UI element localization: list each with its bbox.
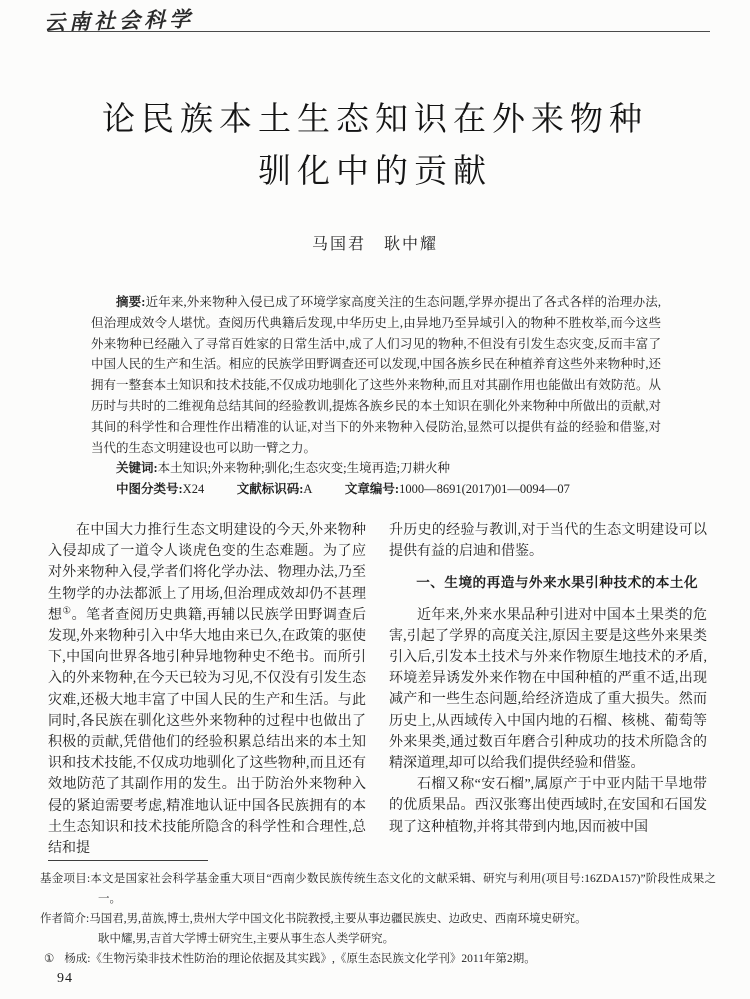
article-title [40,94,710,198]
fund-label: 基金项目: [40,873,91,885]
bio-text-1: 马国君,男,苗族,博士,贵州大学中国文化书院教授,主要从事边疆民族史、边政史、西南环境史研究。 [89,913,587,925]
article-meta-block [91,292,661,500]
body-paragraph: 石榴又称“安石榴”,属原产于中亚内陆干旱地带的优质果品。西汉张骞出使西域时,在安国和石国发现了这种植物,并将其带到内地,因而被中国 [389,777,707,835]
clc-value: X24 [182,482,205,497]
abstract-text: 近年来,外来物种入侵已成了环境学家高度关注的生态问题,学界亦提出了各式各样的治理办法,但治理成效令人堪忧。查阅历代典籍后发现,中华历史上,由异地乃至异域引入的物种不胜枚举,而今这些外来物种已经融入了寻常百姓家的日常生活中,成了人们习见的物种,不但没有引发生态灾变,反而丰富了中国人民的生产和生活。相应的民族学田野调查还可以发现,中国各族乡民在种植养育这些外来物种时,还拥有一整套本土知识和技术技能,不仅成功地驯化了这些外来物种,而且对其副作用也能做出有效防范。从历时与共时的二维视角总结其间的经验教训,提炼各族乡民的本土知识在驯化外来物种中所做出的贡献,对其间的科学性和合理性作出精准的认证,对当下的外来物种入侵防治,显然可以提供有益的经验和借鉴,对当代的生态文明建设也可以助一臂之力。 [91,295,661,455]
doc-code-label: 文献标识码: [236,482,304,497]
footnote-entry [40,949,716,969]
classification-line [91,479,661,500]
article-id-value: 1000—8691(2017)01—0094—07 [399,482,570,497]
fund-note [40,869,716,909]
article-title-line1: 论民族本土生态知识在外来物种 [102,102,648,138]
clc-label: 中图分类号: [116,482,183,497]
page-number: 94 [57,971,73,986]
author-bio [40,909,716,929]
doc-code-value: A [303,482,313,497]
bio-label: 作者简介: [40,913,90,925]
header-divider [48,31,710,32]
footnote-reference: ① [62,606,72,617]
body-paragraph: 升历史的经验与教训,对于当代的生态文明建设可以提供有益的启迪和借鉴。 [389,523,707,560]
article-id-label: 文章编号: [344,482,400,497]
body-paragraph [48,520,366,859]
keywords-paragraph [91,458,661,479]
footnote-divider [48,860,208,861]
abstract-paragraph [91,292,661,458]
paragraph-text: 在中国大力推行生态文明建设的今天,外来物种入侵却成了一道令人谈虎色变的生态难题。为了应对外来物种入侵,学者们将化学办法、物理办法,乃至生物学的办法都派上了用场,但治理成效却仍不甚理想 [48,523,366,623]
right-column [389,520,707,859]
section-heading: 一、生境的再造与外来水果引种技术的本土化 [416,575,699,591]
article-title-line2: 驯化中的贡献 [258,154,492,190]
article-authors: 马国君 耿中耀 [311,236,438,253]
body-paragraph: 近年来,外来水果品种引进对中国本土果类的危害,引起了学界的高度关注,原因主要是这些外来果类引入后,引发本土技术与外来作物原生地技术的矛盾,环境差异诱发外来作物在中国种植的严重不适,出现减产和一些生态问题,给经济造成了重大损失。然而历史上,从西域传入中国内地的石榴、核桃、葡萄等外来果类,通过数百年磨合引种成功的技术所隐含的精深道理,却可以给我们提供经验和借鉴。 [389,607,707,772]
author-bio-2: 耿中耀,男,吉首大学博士研究生,主要从事生态人类学研究。 [98,933,395,945]
paragraph-text: 。笔者查阅历史典籍,再辅以民族学田野调查后发现,外来物种引入中华大地由来已久,在政策的驱使下,中国向世界各地引种异地物种史不绝书。而所引入的外来物种,在今天已较为习见,不仅没有引发生态灾难,还极大地丰富了中国人民的生产和生活。与此同时,各民族在驯化这些外来物种的过程中也做出了积极的贡献,凭借他们的经验积累总结出来的本土知识和技术技能,不仅成功地驯化了这些物种,而且还有效地防范了其副作用的发生。出于防治外来物种入侵的紧迫需要考虑,精准地认证中国各民族拥有的本土生态知识和技术技能所隐含的科学性和合理性,总结和提 [48,607,366,857]
body-columns [48,520,708,859]
fund-text: 本文是国家社会科学基金重大项目“西南少数民族传统生态文化的文献采辑、研究与利用(项目号:16ZDA157)”阶段性成果之一。 [90,873,716,905]
keywords-text: 本土知识;外来物种;驯化;生态灾变;生境再造;刀耕火种 [157,461,451,476]
footnote-text: 杨成:《生物污染非技术性防治的理论依据及其实践》,《原生态民族文化学刊》2011年第2期。 [64,953,536,965]
journal-logo: 云南社会科学 [43,7,195,35]
abstract-label: 摘要: [116,295,146,309]
footnote-mark: ① [44,953,55,965]
left-column [48,520,366,859]
keywords-label: 关键词: [116,461,158,476]
footer-notes [40,869,716,969]
